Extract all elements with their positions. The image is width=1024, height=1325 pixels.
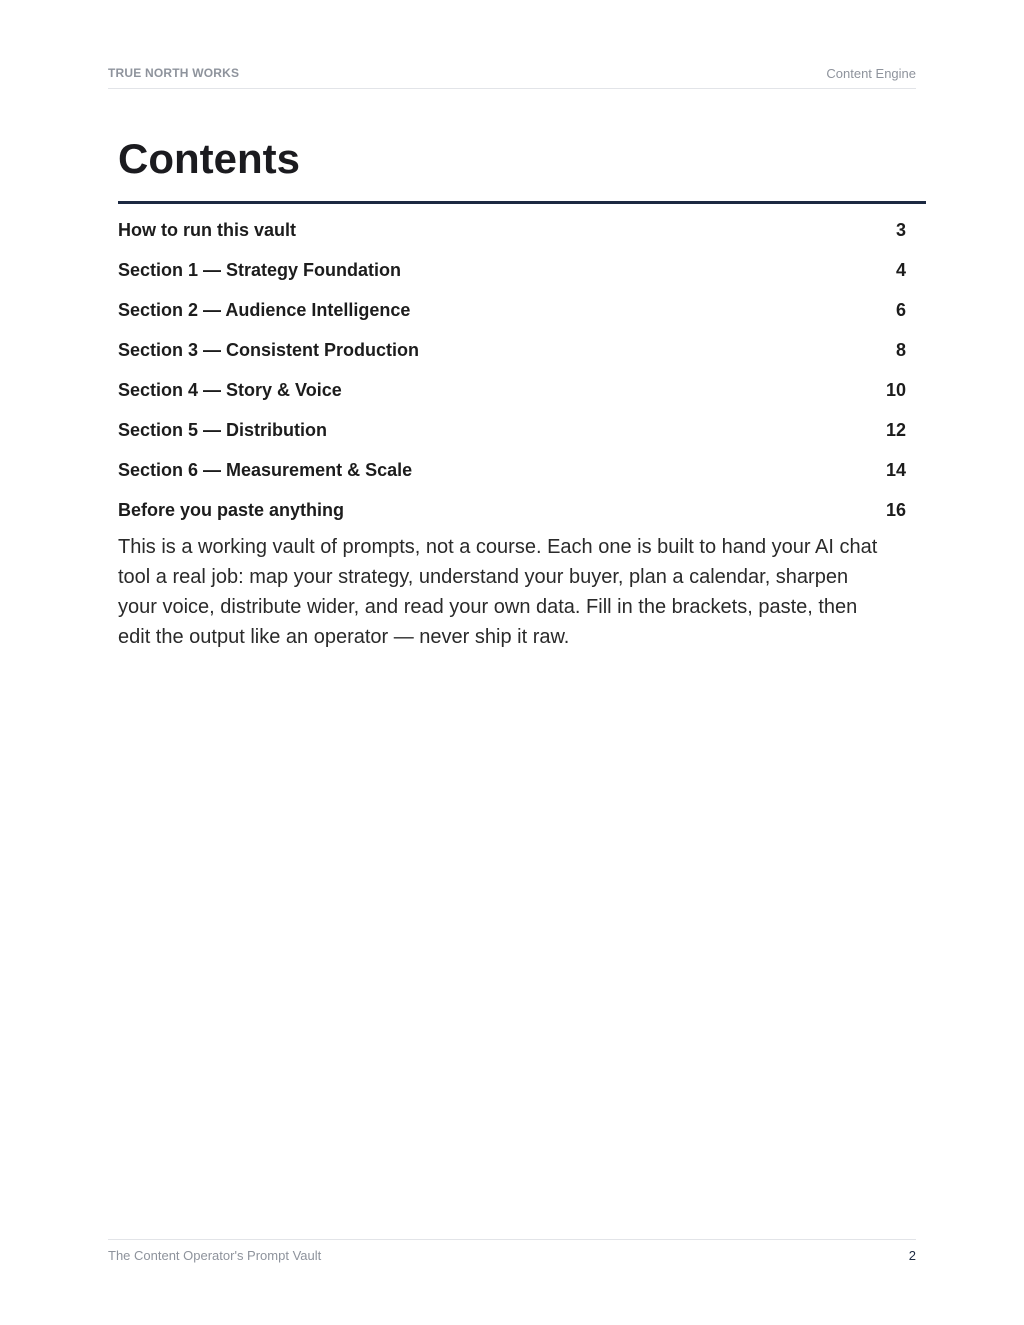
toc-entry-section-6[interactable]: [118, 452, 906, 492]
toc-entry-title: Section 5 — Distribution: [118, 420, 328, 440]
toc-entry-section-3[interactable]: [118, 332, 906, 372]
toc-entry-title: Section 4 — Story & Voice: [118, 380, 342, 400]
toc-entry-page: 12: [885, 420, 906, 440]
toc-entry-page: 14: [885, 460, 906, 480]
toc-entry-title: Section 6 — Measurement & Scale: [118, 460, 413, 480]
intro-paragraph: This is a working vault of prompts, not a course. Each one is built to hand your AI chat tool a real job: map your strategy, understand your buyer, plan a calendar, sharpen your voice, distribute wider, and read your own data. Fill in the brackets, paste, then edit the output like an operator — never ship it raw.: [118, 536, 878, 648]
brand-name: TRUE NORTH WORKS: [108, 66, 240, 80]
toc-entry-page: 16: [885, 500, 906, 520]
toc-entry-page: 3: [895, 220, 906, 240]
running-footer: [108, 1239, 916, 1264]
toc-entry-title: Before you paste anything: [118, 500, 345, 520]
toc-entry-page: 8: [895, 340, 906, 360]
toc-entry-page: 4: [895, 260, 906, 280]
toc-entry-page: 10: [885, 380, 906, 400]
toc-entry-section-4[interactable]: [118, 372, 906, 412]
header-section-label: Content Engine: [826, 66, 916, 81]
toc-entry-how-to-run[interactable]: [118, 212, 906, 252]
footer-page-number: 2: [908, 1248, 916, 1263]
table-of-contents: [118, 212, 906, 532]
toc-entry-before-you-paste[interactable]: [118, 492, 906, 532]
toc-entry-title: Section 2 — Audience Intelligence: [118, 300, 411, 320]
page-title: Contents: [118, 135, 300, 182]
footer-document-name: The Content Operator's Prompt Vault: [108, 1248, 322, 1263]
toc-entry-section-5[interactable]: [118, 412, 906, 452]
running-header: [108, 66, 916, 89]
toc-entry-page: 6: [895, 300, 906, 320]
toc-entry-title: Section 1 — Strategy Foundation: [118, 260, 402, 280]
title-divider: [118, 201, 926, 204]
toc-entry-section-1[interactable]: [118, 252, 906, 292]
toc-entry-section-2[interactable]: [118, 292, 906, 332]
toc-entry-title: Section 3 — Consistent Production: [118, 340, 420, 360]
toc-entry-title: How to run this vault: [118, 220, 296, 240]
